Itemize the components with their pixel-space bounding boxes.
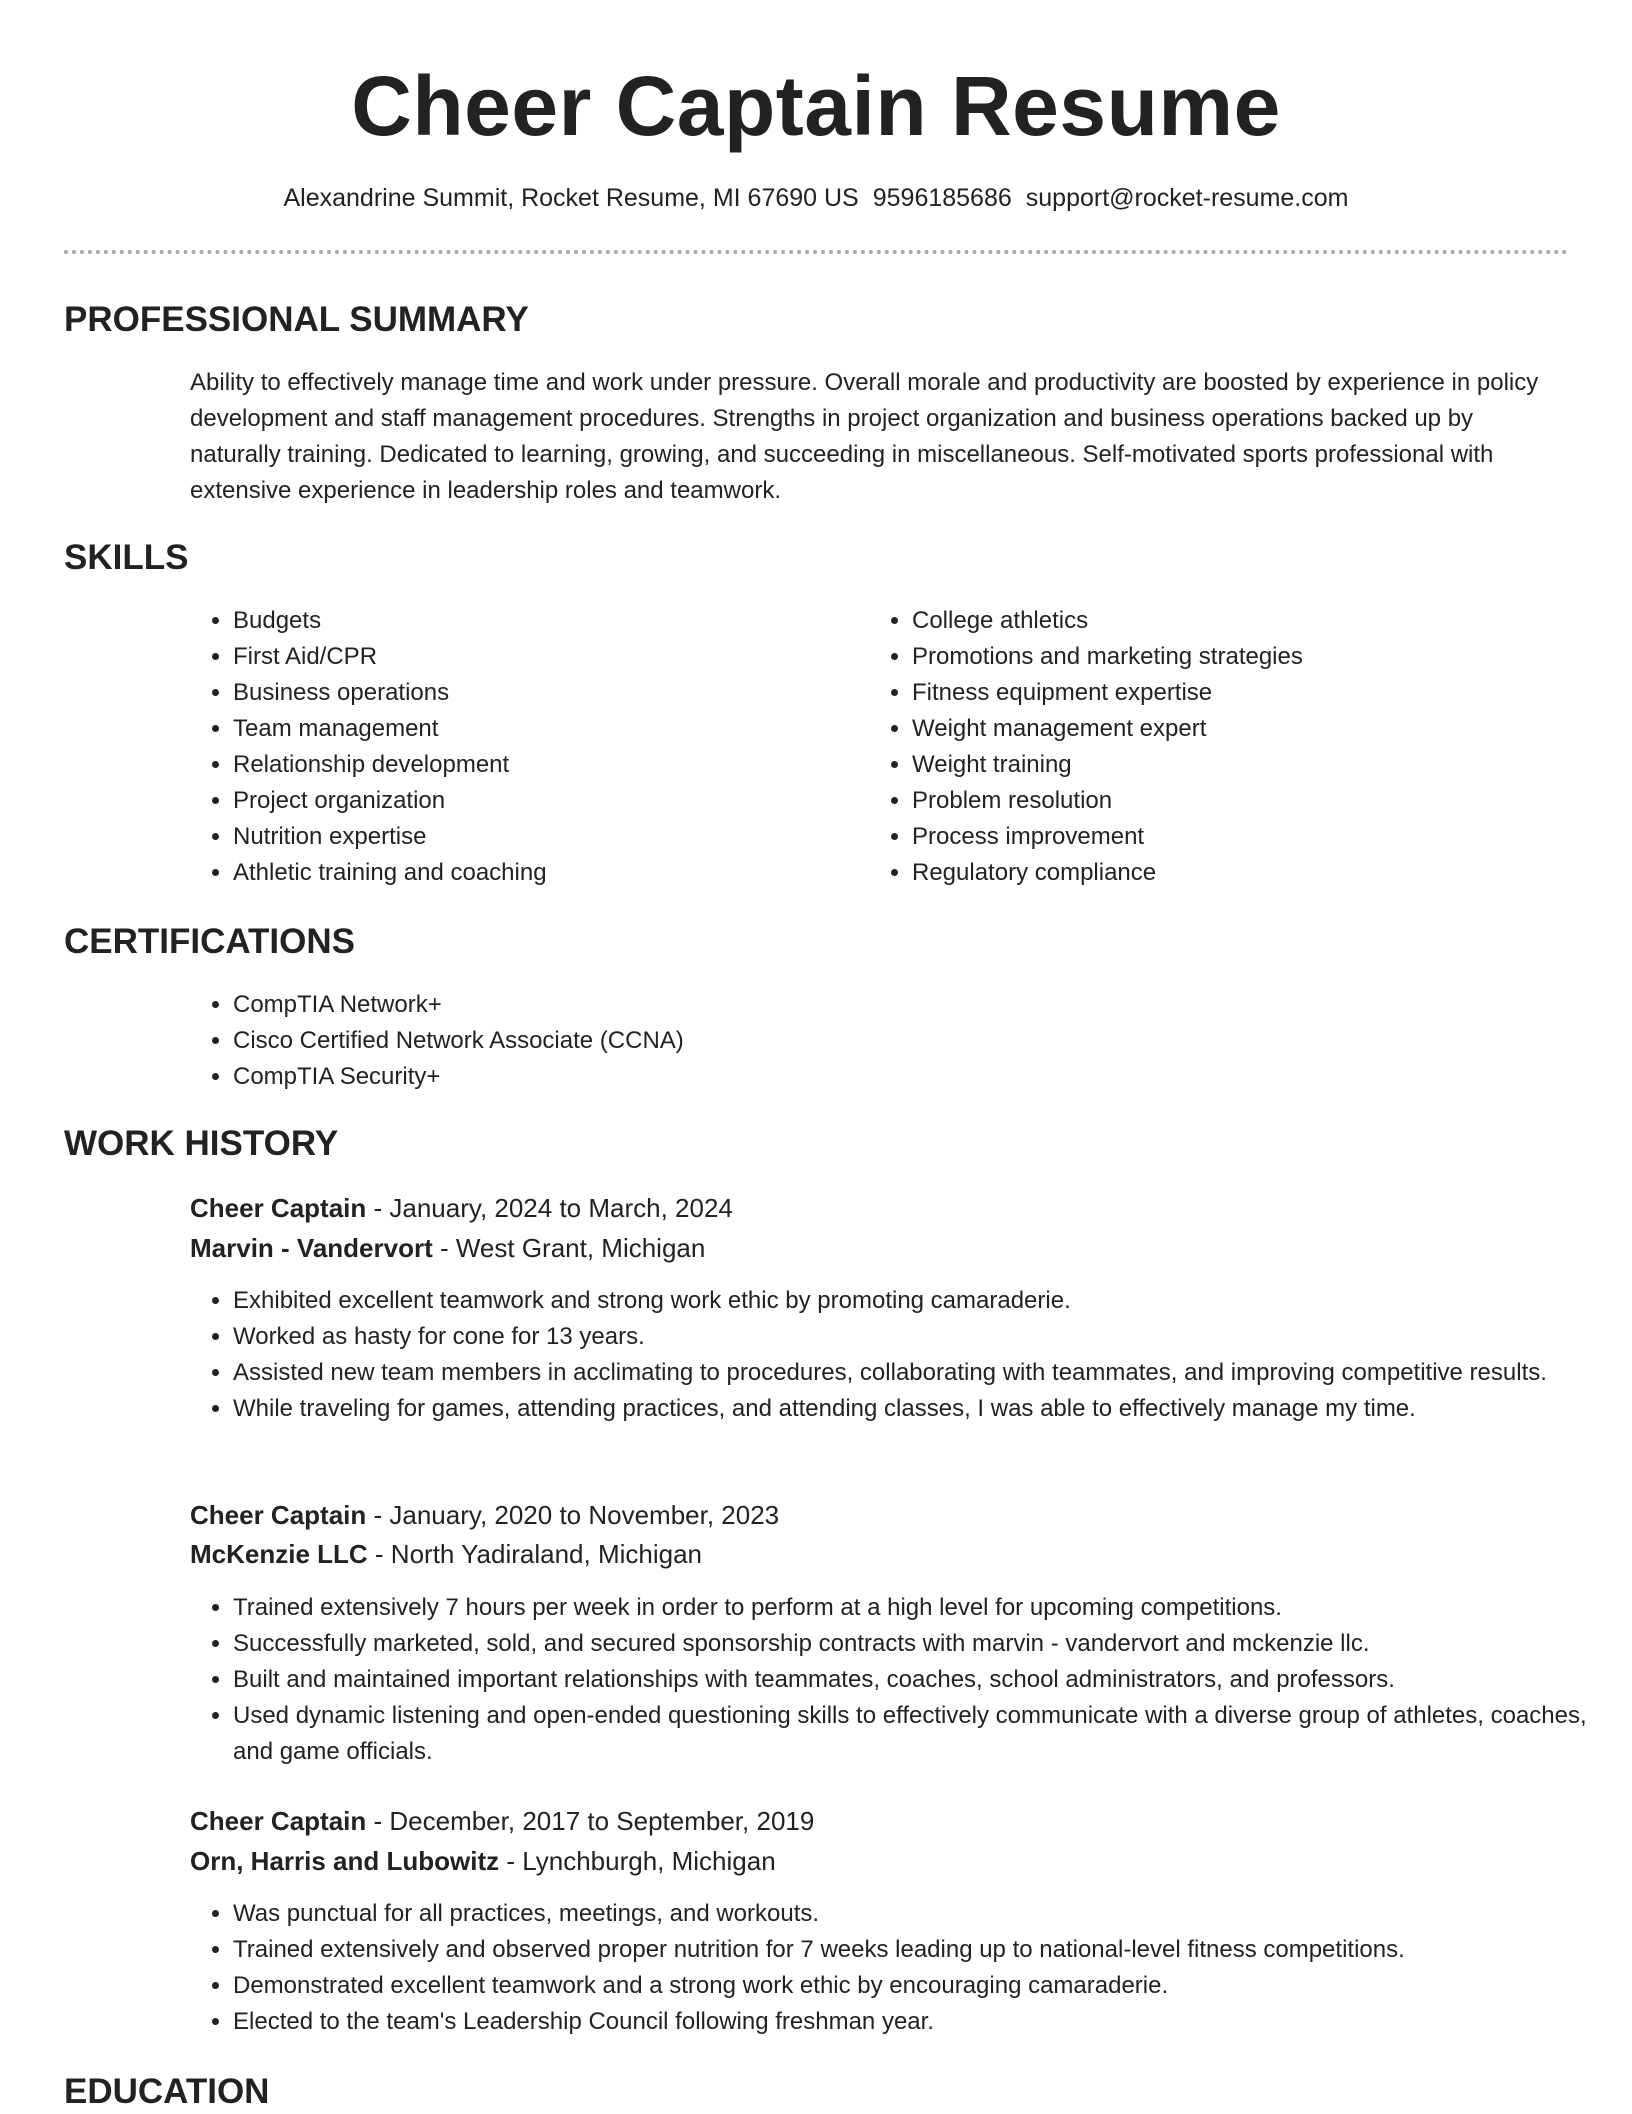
job-dates: - January, 2020 to November, 2023 [366, 1500, 780, 1530]
section-title-skills: SKILLS [64, 538, 189, 577]
list-item: • Built and maintained important relationships with teammates, coaches, school administrators, and professors. [233, 1662, 1588, 1698]
list-item: • Elected to the team's Leadership Council following freshman year. [233, 2004, 1588, 2040]
list-item: • CompTIA Network+ [233, 987, 1533, 1023]
list-item: • Assisted new team members in acclimating to procedures, collaborating with teammates, and improving competitive results. [233, 1355, 1588, 1391]
job-company: Marvin - Vandervort [190, 1233, 433, 1263]
job-location: - Lynchburgh, Michigan [499, 1846, 776, 1876]
header-divider [64, 250, 1568, 254]
job-bullets [190, 1590, 1588, 1770]
summary-text: Ability to effectively manage time and work under pressure. Overall morale and productivity are boosted by experience in policy development and staff management procedures. Strengths in project organization and business operations backed up by naturally training. Dedicated to learning, growing, and succeeding in miscellaneous. Self-motivated sports professional with extensive experience in leadership roles and teamwork. [190, 369, 1539, 504]
job-location: - North Yadiraland, Michigan [367, 1539, 703, 1569]
list-item: • Relationship development [233, 747, 853, 783]
list-item: • Team management [233, 711, 853, 747]
list-item: • Nutrition expertise [233, 819, 853, 855]
job-title: Cheer Captain [190, 1806, 367, 1836]
contact-email[interactable]: support@rocket-resume.com [1025, 184, 1349, 212]
job-bullets [190, 1283, 1588, 1427]
skills-list-right [869, 603, 1572, 891]
list-item: • CompTIA Security+ [233, 1059, 1533, 1095]
list-item: • Fitness equipment expertise [912, 675, 1572, 711]
list-item: • Process improvement [912, 819, 1572, 855]
job-dates: - December, 2017 to September, 2019 [366, 1806, 815, 1836]
contact-line [0, 180, 1632, 216]
list-item: • Was punctual for all practices, meetings, and workouts. [233, 1896, 1588, 1932]
job-company-line [190, 1535, 702, 1573]
list-item: • Demonstrated excellent teamwork and a strong work ethic by encouraging camaraderie. [233, 1968, 1588, 2004]
skills-list-left [190, 603, 853, 891]
list-item: • Athletic training and coaching [233, 855, 853, 891]
list-item: • Used dynamic listening and open-ended questioning skills to effectively communicate with a diverse group of athletes, coaches, and game officials. [233, 1698, 1588, 1770]
job-bullets [190, 1896, 1588, 2040]
list-item: • Cisco Certified Network Associate (CCNA) [233, 1023, 1533, 1059]
job-company-line [190, 1842, 776, 1880]
list-item: • Regulatory compliance [912, 855, 1572, 891]
list-item: • College athletics [912, 603, 1572, 639]
list-item: • Business operations [233, 675, 853, 711]
job-title-line [190, 1496, 779, 1534]
list-item: • Worked as hasty for cone for 13 years. [233, 1319, 1588, 1355]
page-title: Cheer Captain Resume [351, 59, 1281, 153]
list-item: • Weight training [912, 747, 1572, 783]
job-title: Cheer Captain [190, 1500, 367, 1530]
certifications-list [190, 987, 1533, 1095]
job-title-line [190, 1802, 814, 1840]
list-item: • Trained extensively 7 hours per week in order to perform at a high level for upcoming competitions. [233, 1590, 1588, 1626]
job-company: McKenzie LLC [190, 1539, 368, 1569]
job-company-line [190, 1229, 705, 1267]
job-title-line [190, 1189, 733, 1227]
section-title-education: EDUCATION [64, 2072, 270, 2111]
contact-phone: 9596185686 [872, 184, 1012, 212]
list-item: • Promotions and marketing strategies [912, 639, 1572, 675]
list-item: • While traveling for games, attending practices, and attending classes, I was able to effectively manage my time. [233, 1391, 1588, 1427]
list-item: • Successfully marketed, sold, and secured sponsorship contracts with marvin - vandervort and mckenzie llc. [233, 1626, 1588, 1662]
list-item: • Exhibited excellent teamwork and strong work ethic by promoting camaraderie. [233, 1283, 1588, 1319]
list-item: • Budgets [233, 603, 853, 639]
list-item: • Problem resolution [912, 783, 1572, 819]
section-title-summary: PROFESSIONAL SUMMARY [64, 300, 529, 339]
list-item: • First Aid/CPR [233, 639, 853, 675]
list-item: • Project organization [233, 783, 853, 819]
list-item: • Trained extensively and observed proper nutrition for 7 weeks leading up to national-level fitness competitions. [233, 1932, 1588, 1968]
job-location: - West Grant, Michigan [432, 1233, 706, 1263]
section-title-work-history: WORK HISTORY [64, 1124, 339, 1163]
section-title-certifications: CERTIFICATIONS [64, 922, 356, 961]
contact-address: Alexandrine Summit, Rocket Resume, MI 67690 US [283, 184, 859, 212]
job-title: Cheer Captain [190, 1193, 367, 1223]
list-item: • Weight management expert [912, 711, 1572, 747]
job-company: Orn, Harris and Lubowitz [190, 1846, 500, 1876]
job-dates: - January, 2024 to March, 2024 [366, 1193, 733, 1223]
